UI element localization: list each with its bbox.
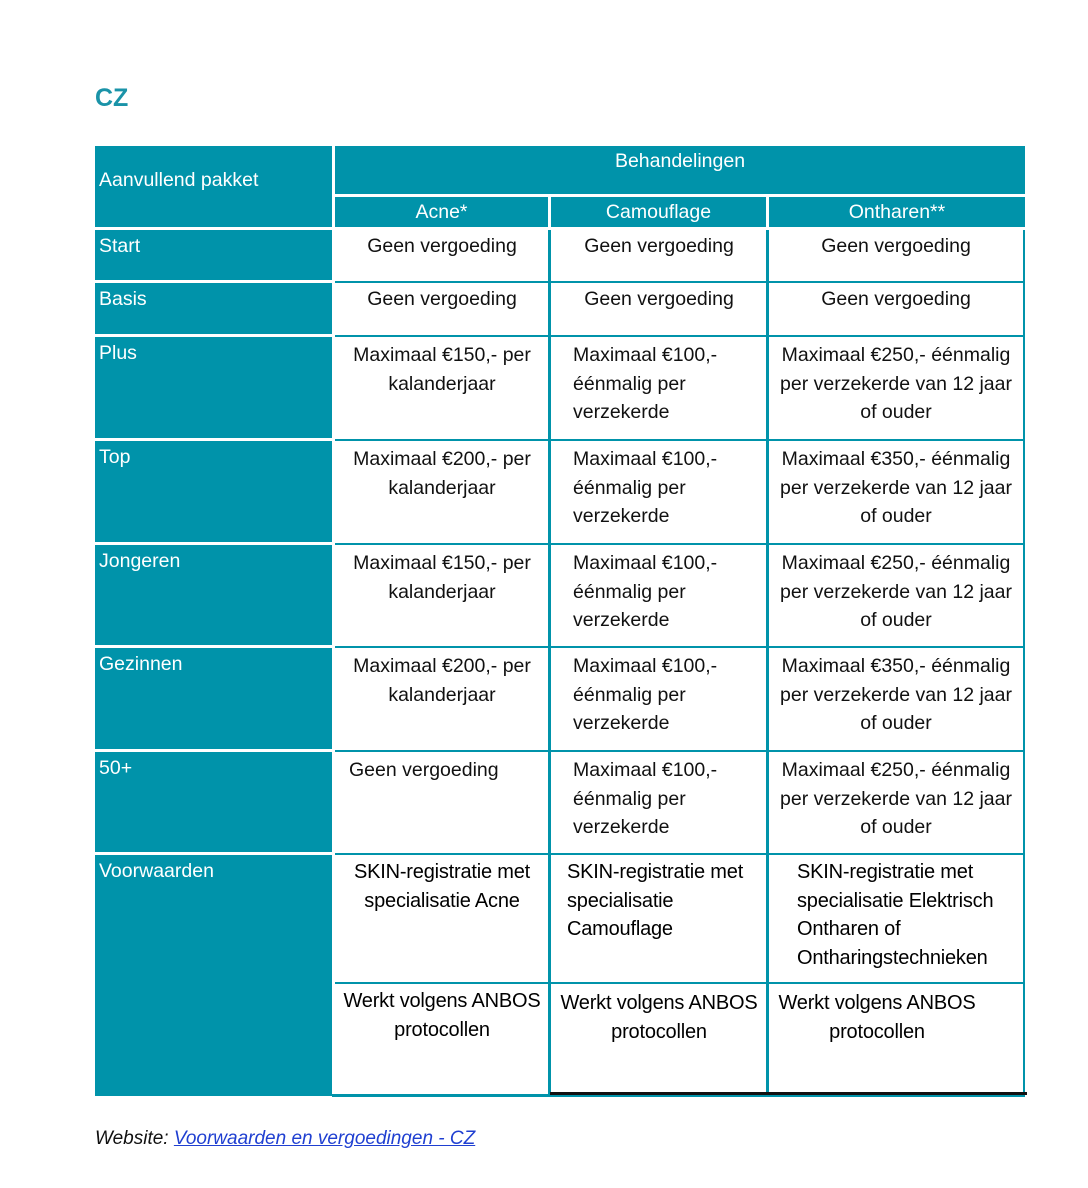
cell-start-camouflage: Geen vergoeding [551,230,769,283]
cell-registration-acne: SKIN-registratie met specialisatie Acne [335,855,551,984]
row-label-voorwaarden: Voorwaarden [99,860,214,882]
cell-registration-camouflage: SKIN-registratie met specialisatie Camouflage [551,855,769,984]
corner-label: Aanvullend pakket [95,164,332,204]
cell-top-acne: Maximaal €200,- per kalanderjaar [335,441,551,545]
row-label-start: Start [99,235,141,257]
divider [766,230,769,1096]
cell-gezinnen-camouflage: Maximaal €100,- éénmalig per verzekerde [551,648,769,752]
cell-top-ontharen: Maximaal €350,- éénmalig per verzekerde van 12 jaar of ouder [769,441,1025,545]
cell-50plus-camouflage: Maximaal €100,- éénmalig per verzekerde [551,752,769,855]
row-label-gezinnen: Gezinnen [99,653,183,675]
cell-plus-acne: Maximaal €150,- per kalanderjaar [335,337,551,441]
cell-plus-camouflage: Maximaal €100,- éénmalig per verzekerde [551,337,769,441]
cell-jongeren-acne: Maximaal €150,- per kalanderjaar [335,545,551,648]
cell-start-acne: Geen vergoeding [335,230,551,283]
row-label-jongeren: Jongeren [99,550,181,572]
cell-protocol-acne: Werkt volgens ANBOS protocollen [335,984,551,1096]
cell-50plus-acne: Geen vergoeding [335,752,551,855]
column-header-acne: Acne* [335,197,548,227]
website-line [95,1128,475,1150]
cell-jongeren-ontharen: Maximaal €250,- éénmalig per verzekerde van 12 jaar of ouder [769,545,1025,648]
table-bottom-rule [550,1092,1027,1095]
cell-plus-ontharen: Maximaal €250,- éénmalig per verzekerde van 12 jaar of ouder [769,337,1025,441]
divider [548,230,551,1096]
cell-basis-acne: Geen vergoeding [335,283,551,337]
page-title: CZ [95,84,129,112]
website-prefix: Website: [95,1128,174,1149]
group-header: Behandelingen [335,146,1025,194]
cell-protocol-camouflage: Werkt volgens ANBOS protocollen [551,984,769,1096]
cell-basis-camouflage: Geen vergoeding [551,283,769,337]
row-label-top: Top [99,446,131,468]
cell-protocol-ontharen: Werkt volgens ANBOS protocollen [769,984,1025,1096]
cell-gezinnen-ontharen: Maximaal €350,- éénmalig per verzekerde van 12 jaar of ouder [769,648,1025,752]
row-label-basis: Basis [99,288,147,310]
cell-gezinnen-acne: Maximaal €200,- per kalanderjaar [335,648,551,752]
column-header-ontharen: Ontharen** [769,197,1025,227]
column-header-camouflage: Camouflage [551,197,766,227]
cell-50plus-ontharen: Maximaal €250,- éénmalig per verzekerde van 12 jaar of ouder [769,752,1025,855]
cell-top-camouflage: Maximaal €100,- éénmalig per verzekerde [551,441,769,545]
website-link[interactable]: Voorwaarden en vergoedingen - CZ [173,1128,476,1149]
coverage-table [95,146,1027,1096]
cell-start-ontharen: Geen vergoeding [769,230,1025,283]
row-label-50plus: 50+ [99,757,133,779]
cell-jongeren-camouflage: Maximaal €100,- éénmalig per verzekerde [551,545,769,648]
cell-registration-ontharen: SKIN-registratie met specialisatie Elektrisch Ontharen of Ontharingstechnieken [769,855,1025,984]
row-label-plus: Plus [99,342,137,364]
cell-basis-ontharen: Geen vergoeding [769,283,1025,337]
